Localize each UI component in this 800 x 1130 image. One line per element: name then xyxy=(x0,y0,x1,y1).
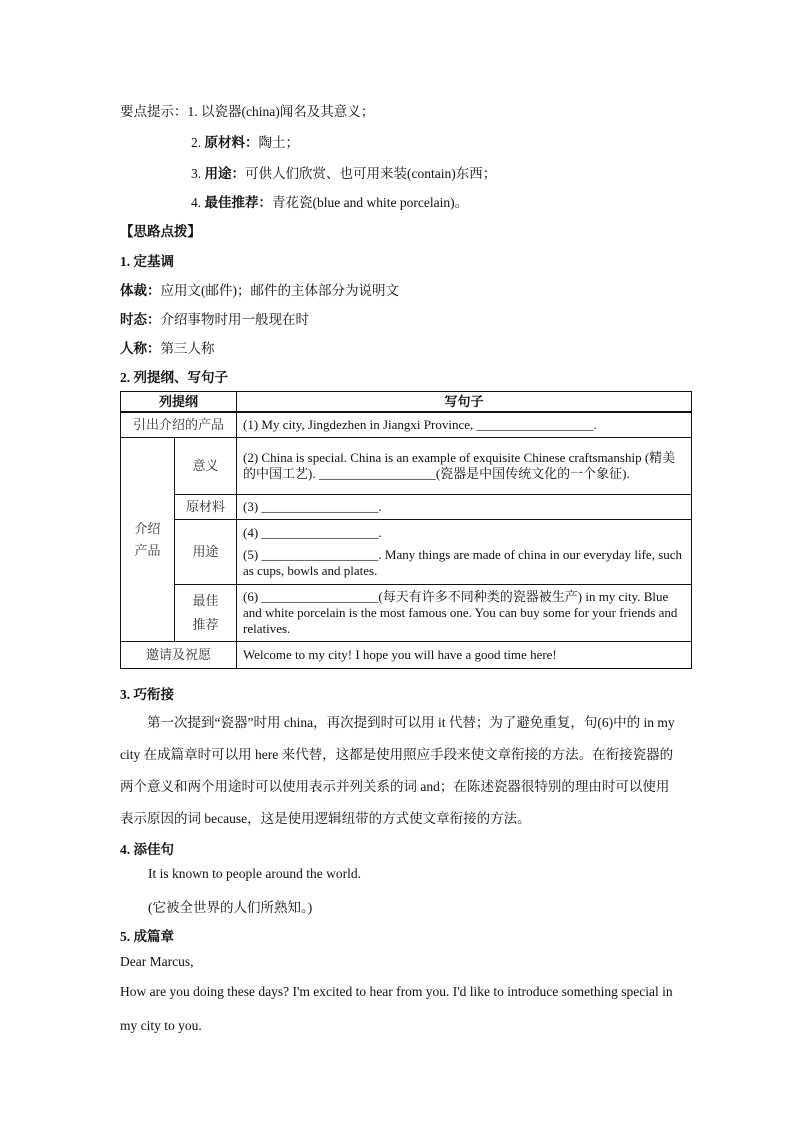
tense-value: 介绍事物时用一般现在时 xyxy=(160,312,309,327)
step1-person xyxy=(120,337,215,357)
hint-item-4-key: 最佳推荐： xyxy=(204,195,272,210)
hint-item-3-value: 可供人们欣赏、也可用来装(contain)东西； xyxy=(245,166,497,181)
hints-line-2 xyxy=(191,131,299,151)
step4-title: 4. 添佳句 xyxy=(120,842,174,857)
hint-item-3-number: 3. xyxy=(191,166,205,181)
row-material-text: (3) __________________. xyxy=(237,495,692,520)
person-key: 人称： xyxy=(120,341,161,356)
table-row-invite xyxy=(121,642,692,669)
hint-item-4-number: 4. xyxy=(191,195,205,210)
row-material-label: 原材料 xyxy=(175,495,237,520)
row-best-label: 最佳 推荐 xyxy=(175,585,237,642)
row-use-cell xyxy=(237,520,692,585)
person-value: 第三人称 xyxy=(160,341,215,356)
row-best-text: (6) __________________(每天有许多不同种类的瓷器被生产) in my city. Blue and white porcelain is the most famous one. You can buy some for your friends and relatives. xyxy=(237,585,692,642)
genre-value: 应用文(邮件)；邮件的主体部分为说明文 xyxy=(160,283,399,298)
tense-key: 时态： xyxy=(120,312,161,327)
row-use-text-2: (5) __________________. Many things are made of china in our everyday life, such as cups, bowls and plates. xyxy=(243,547,683,578)
header-outline: 列提纲 xyxy=(121,392,237,413)
hint-item-2-value: 陶土； xyxy=(258,135,299,150)
step1-tense xyxy=(120,308,309,328)
step4-sentence: It is known to people around the world. xyxy=(148,866,361,881)
row-meaning-text: (2) China is special. China is an example of exquisite Chinese craftsmanship (精美的中国工艺). __________________(瓷器是中国传统文化的一个象征). xyxy=(237,438,692,495)
step3-body: 第一次提到“瓷器”时用 china，再次提到时可以用 it 代替；为了避免重复，句(6)中的 in my city 在成篇章时可以用 here 来代替，这都是使用照应手段来使文章衔接的方法。在衔接瓷器的两个意义和两个用途时可以使用表示并列关系的词 and；在陈述瓷器很特别的理由时可以使用表示原因的词 because，这是使用逻辑纽带的方式使文章衔接的方法。 xyxy=(120,715,675,826)
outline-table xyxy=(120,391,692,669)
row-meaning-label: 意义 xyxy=(175,438,237,495)
genre-key: 体裁： xyxy=(120,283,161,298)
step4-translation: (它被全世界的人们所熟知。) xyxy=(148,900,313,915)
row-intro-text: (1) My city, Jingdezhen in Jiangxi Province, __________________. xyxy=(237,412,692,438)
letter-body: How are you doing these days? I'm excited to hear from you. I'd like to introduce something special in my city to you. xyxy=(120,984,673,1033)
table-row-intro xyxy=(121,412,692,438)
letter-greeting: Dear Marcus, xyxy=(120,954,194,969)
step1-title: 1. 定基调 xyxy=(120,254,174,269)
hints-line-3 xyxy=(191,162,496,182)
step1-genre xyxy=(120,279,399,299)
hint-item-2-key: 原材料： xyxy=(204,135,259,150)
hint-item-2-number: 2. xyxy=(191,135,205,150)
row-use-text-1: (4) __________________. xyxy=(243,525,382,540)
hints-line-4 xyxy=(191,191,468,211)
header-sentence: 写句子 xyxy=(237,392,692,413)
hint-item-4-value: 青花瓷(blue and white porcelain)。 xyxy=(272,195,469,210)
section-header: 【思路点拨】 xyxy=(120,224,201,239)
step2-title: 2. 列提纲、写句子 xyxy=(120,370,228,385)
step5-title: 5. 成篇章 xyxy=(120,929,174,944)
hints-label: 要点提示： xyxy=(120,104,188,119)
row-intro-label: 引出介绍的产品 xyxy=(121,412,237,438)
table-row-use xyxy=(121,520,692,585)
hints-line-1 xyxy=(120,100,374,120)
hint-item-3-key: 用途： xyxy=(204,166,245,181)
group-label: 介绍 产品 xyxy=(121,438,175,642)
table-row-best xyxy=(121,585,692,642)
row-invite-label: 邀请及祝愿 xyxy=(121,642,237,669)
row-use-label: 用途 xyxy=(175,520,237,585)
row-invite-text: Welcome to my city! I hope you will have a good time here! xyxy=(237,642,692,669)
step3-title: 3. 巧衔接 xyxy=(120,687,174,702)
table-row-meaning xyxy=(121,438,692,495)
table-row-material xyxy=(121,495,692,520)
hint-item-1: 1. 以瓷器(china)闻名及其意义； xyxy=(187,104,375,119)
table-header-row xyxy=(121,392,692,413)
